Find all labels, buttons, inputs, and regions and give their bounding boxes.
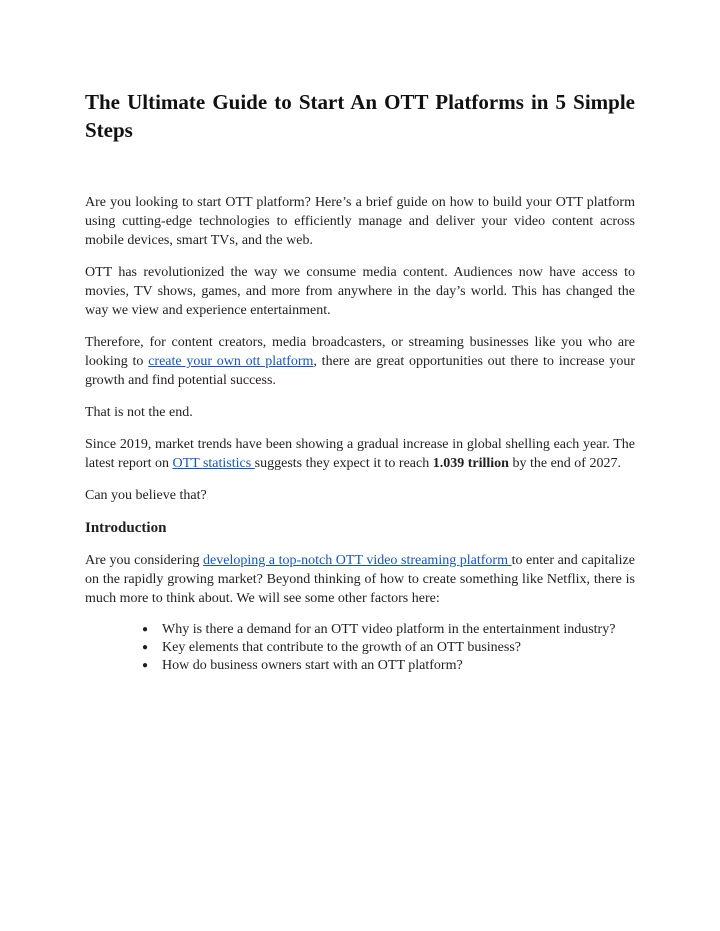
section-heading-introduction: Introduction: [85, 520, 167, 536]
paragraph-text: , there are great opportunities out there to increase your growth and find potential success.: [85, 354, 635, 388]
bullet-icon: ●: [142, 642, 149, 653]
ott-streaming-platform-link[interactable]: developing a top-notch OTT video streaming platform: [203, 553, 512, 568]
highlight-figure: 1.039 trillion: [432, 456, 509, 471]
list-item-text: How do business owners start with an OTT platform?: [162, 658, 463, 673]
ott-statistics-link[interactable]: OTT statistics: [172, 456, 255, 471]
document-page: [85, 88, 635, 675]
list-item: [142, 621, 635, 639]
paragraph-text: by the end of 2027.: [508, 456, 621, 471]
list-item: [142, 639, 635, 657]
list-item: [142, 657, 635, 675]
paragraph-revolution: OTT has revolutionized the way we consume media content. Audiences now have access to movies, TV shows, games, and more from anywhere in the day’s world. This has changed the way we view and experience entertainment.: [85, 265, 635, 318]
paragraph-text: Therefore, for content creators, media broadcasters, or streaming businesses like you who are looking to: [85, 335, 635, 369]
page-title: The Ultimate Guide to Start An OTT Platforms in 5 Simple Steps: [85, 90, 635, 142]
list-item-text: Why is there a demand for an OTT video platform in the entertainment industry?: [162, 622, 616, 637]
bullet-icon: ●: [142, 660, 149, 671]
paragraph-text: suggests they expect it to reach: [254, 456, 433, 471]
factor-list: [85, 621, 635, 675]
paragraph-text: Since 2019, market trends have been showing a gradual increase in global shelling each year. The latest report on: [85, 437, 635, 471]
create-ott-platform-link[interactable]: create your own ott platform: [148, 354, 314, 369]
paragraph-considering: [85, 551, 635, 608]
list-item-text: Key elements that contribute to the growth of an OTT business?: [162, 640, 521, 655]
paragraph-text: to enter and capitalize on the rapidly growing market? Beyond thinking of how to create something like Netflix, there is much more to think about. We will see some other factors here:: [85, 553, 635, 606]
bullet-icon: ●: [142, 624, 149, 635]
paragraph-not-end: That is not the end.: [85, 405, 193, 420]
paragraph-market-trends: [85, 435, 635, 473]
paragraph-text: Are you considering: [85, 553, 204, 568]
paragraph-question: Can you believe that?: [85, 488, 207, 503]
paragraph-opportunities: [85, 333, 635, 390]
paragraph-intro: Are you looking to start OTT platform? Here’s a brief guide on how to build your OTT platform using cutting-edge technologies to efficiently manage and deliver your video content across mobile devices, smart TVs, and the web.: [85, 195, 635, 248]
